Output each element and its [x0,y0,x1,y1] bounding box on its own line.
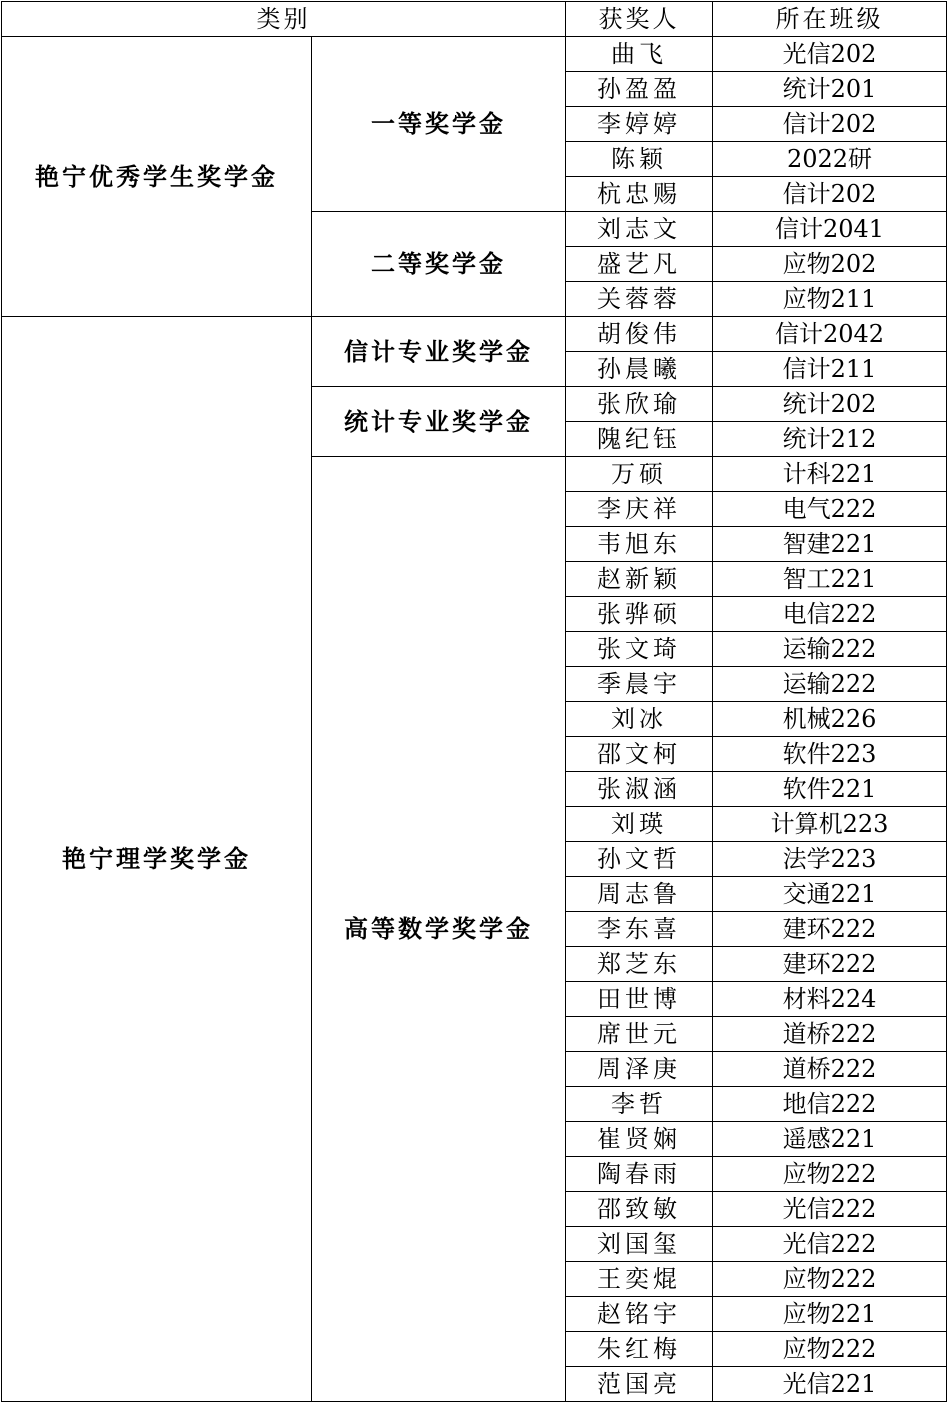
winner-name: 张淑涵 [566,772,713,807]
winner-class: 应物222 [713,1332,947,1367]
winner-class: 道桥222 [713,1052,947,1087]
winner-name: 王奕焜 [566,1262,713,1297]
winner-name: 郑芝东 [566,947,713,982]
winner-class: 软件223 [713,737,947,772]
winner-name: 陈颖 [566,142,713,177]
award-subcategory: 信计专业奖学金 [312,317,566,387]
winner-name: 张欣瑜 [566,387,713,422]
winner-name: 席世元 [566,1017,713,1052]
winner-class: 遥感221 [713,1122,947,1157]
award-subcategory: 高等数学奖学金 [312,457,566,1402]
winner-name: 赵新颖 [566,562,713,597]
winner-name: 孙文哲 [566,842,713,877]
winner-name: 李庆祥 [566,492,713,527]
winner-class: 光信221 [713,1367,947,1402]
winner-name: 韦旭东 [566,527,713,562]
winner-class: 信计202 [713,107,947,142]
header-row [2,2,947,37]
winner-name: 刘瑛 [566,807,713,842]
winner-name: 朱红梅 [566,1332,713,1367]
winner-class: 信计202 [713,177,947,212]
winner-header: 获奖人 [566,2,713,37]
winner-class: 计科221 [713,457,947,492]
winner-class: 光信222 [713,1192,947,1227]
award-category: 艳宁理学奖学金 [2,317,312,1402]
winner-class: 运输222 [713,667,947,702]
winner-name: 关蓉蓉 [566,282,713,317]
winner-class: 统计201 [713,72,947,107]
winner-class: 电信222 [713,597,947,632]
winner-name: 孙盈盈 [566,72,713,107]
winner-name: 季晨宇 [566,667,713,702]
winner-class: 运输222 [713,632,947,667]
winner-name: 范国亮 [566,1367,713,1402]
category-header: 类别 [2,2,566,37]
winner-class: 地信222 [713,1087,947,1122]
winner-name: 李婷婷 [566,107,713,142]
table-row [2,317,947,352]
winner-class: 材料224 [713,982,947,1017]
winner-class: 智工221 [713,562,947,597]
award-subcategory: 一等奖学金 [312,37,566,212]
winner-name: 李东喜 [566,912,713,947]
winner-class: 电气222 [713,492,947,527]
winner-name: 孙晨曦 [566,352,713,387]
winner-class: 机械226 [713,702,947,737]
winner-name: 胡俊伟 [566,317,713,352]
award-subcategory: 二等奖学金 [312,212,566,317]
winner-class: 光信222 [713,1227,947,1262]
winner-class: 道桥222 [713,1017,947,1052]
winner-name: 张文琦 [566,632,713,667]
winner-class: 建环222 [713,912,947,947]
winner-class: 智建221 [713,527,947,562]
winner-class: 交通221 [713,877,947,912]
award-table-body [2,2,947,1402]
winner-name: 曲飞 [566,37,713,72]
winner-class: 信计2042 [713,317,947,352]
winner-name: 盛艺凡 [566,247,713,282]
class-header: 所在班级 [713,2,947,37]
winner-class: 应物222 [713,1262,947,1297]
winner-class: 2022研 [713,142,947,177]
winner-class: 应物222 [713,1157,947,1192]
winner-name: 周志鲁 [566,877,713,912]
winner-class: 光信202 [713,37,947,72]
winner-class: 应物221 [713,1297,947,1332]
winner-name: 刘国玺 [566,1227,713,1262]
winner-class: 应物202 [713,247,947,282]
winner-name: 张骅硕 [566,597,713,632]
winner-class: 统计212 [713,422,947,457]
winner-name: 李哲 [566,1087,713,1122]
award-subcategory: 统计专业奖学金 [312,387,566,457]
winner-class: 建环222 [713,947,947,982]
winner-name: 陶春雨 [566,1157,713,1192]
table-row [2,37,947,72]
winner-name: 刘冰 [566,702,713,737]
winner-name: 隗纪钰 [566,422,713,457]
winner-name: 邵致敏 [566,1192,713,1227]
winner-class: 软件221 [713,772,947,807]
winner-name: 周泽庚 [566,1052,713,1087]
award-category: 艳宁优秀学生奖学金 [2,37,312,317]
winner-name: 杭忠赐 [566,177,713,212]
winner-name: 刘志文 [566,212,713,247]
winner-name: 万硕 [566,457,713,492]
award-table [1,1,947,1402]
winner-class: 统计202 [713,387,947,422]
winner-name: 赵铭宇 [566,1297,713,1332]
winner-name: 崔贤娴 [566,1122,713,1157]
winner-name: 邵文柯 [566,737,713,772]
winner-class: 法学223 [713,842,947,877]
winner-class: 应物211 [713,282,947,317]
winner-name: 田世博 [566,982,713,1017]
winner-class: 计算机223 [713,807,947,842]
winner-class: 信计211 [713,352,947,387]
winner-class: 信计2041 [713,212,947,247]
